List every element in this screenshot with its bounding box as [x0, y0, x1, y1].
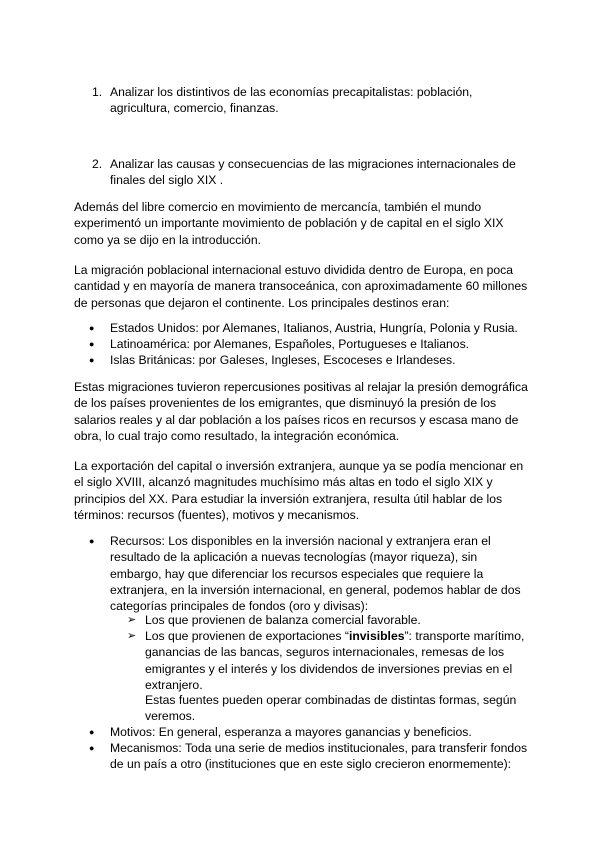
sub2-prefix: Los que provienen de exportaciones “ — [145, 629, 349, 643]
bullet-icon: ● — [89, 536, 95, 546]
sub-list-item-invisibles — [145, 628, 530, 693]
objective-text: Analizar los distintivos de las economías precapitalistas: población, agricultura, comercio, finanzas. — [110, 85, 473, 116]
list-item-mecanismos: Mecanismos: Toda una serie de medios institucionales, para transferir fondos de un país a otro (instituciones que en este siglo crecieron enormemente): — [110, 741, 528, 772]
list-item: Estados Unidos: por Alemanes, Italianos, Austria, Hungría, Polonia y Rusia. — [110, 321, 518, 335]
sub2-suffix: ”: transporte marítimo, ganancias de las bancas, seguros internacionales, remesas de los emigrantes y el interés y los dividendos de inversiones previas en el extranjero. — [145, 629, 525, 692]
list-item: Latinoamérica: por Alemanes, Españoles, Portugueses e Italianos. — [110, 337, 470, 351]
bullet-icon: ● — [89, 355, 95, 365]
list-number: 1. — [92, 85, 103, 99]
sub-list-note: Estas fuentes pueden operar combinadas de distintas formas, según veremos. — [145, 693, 517, 724]
bullet-icon: ● — [89, 323, 95, 333]
list-item: Islas Británicas: por Galeses, Ingleses, Escoceses e Irlandeses. — [110, 353, 456, 367]
list-item-motivos: Motivos: En general, esperanza a mayores ganancias y beneficios. — [110, 725, 472, 739]
paragraph-repercussions: Estas migraciones tuvieron repercusiones positivas al relajar la presión demográfica de los países provenientes de los emigrantes, que disminuyó la presión de los salarios reales y al dar población a los países ricos en recursos y escasa mano de obra, lo cual trajo como resultado, la integración económica. — [74, 380, 528, 443]
bullet-icon: ● — [89, 743, 95, 753]
objective-text: Analizar las causas y consecuencias de las migraciones internacionales de finales del siglo XIX . — [110, 157, 516, 188]
bullet-icon: ● — [89, 727, 95, 737]
arrow-bullet-icon: ➢ — [127, 630, 137, 642]
sub-list-item: Los que provienen de balanza comercial favorable. — [145, 613, 421, 627]
bullet-icon: ● — [89, 339, 95, 349]
arrow-bullet-icon: ➢ — [127, 614, 137, 626]
list-item-recursos: Recursos: Los disponibles en la inversión nacional y extranjera eran el resultado de la aplicación a nuevas tecnologías (mayor riqueza), sin embargo, hay que diferenciar los recursos especiales que requiere la extranjera, en la inversión internacional, en general, podemos hablar de dos categorías principales de fondos (oro y divisas): — [110, 534, 521, 614]
paragraph-migration: La migración poblacional internacional estuvo dividida dentro de Europa, en poca cantidad y en mayoría de manera transoceánica, con aproximadamente 60 millones de personas que dejaron el continente. Los principales destinos eran: — [74, 263, 528, 310]
paragraph-capital: La exportación del capital o inversión extranjera, aunque ya se podía mencionar en el siglo XVIII, alcanzó magnitudes muchísimo más altas en todo el siglo XIX y principios del XX. Para estudiar la inversión extranjera, resulta útil hablar de los términos: recursos (fuentes), motivos y mecanismos. — [74, 459, 524, 522]
paragraph-intro: Además del libre comercio en movimiento de mercancía, también el mundo experimentó un importante movimiento de población y de capital en el siglo XIX como ya se dijo en la introducción. — [74, 200, 504, 247]
list-number: 2. — [92, 157, 103, 171]
invisibles-bold: invisibles — [348, 629, 405, 643]
